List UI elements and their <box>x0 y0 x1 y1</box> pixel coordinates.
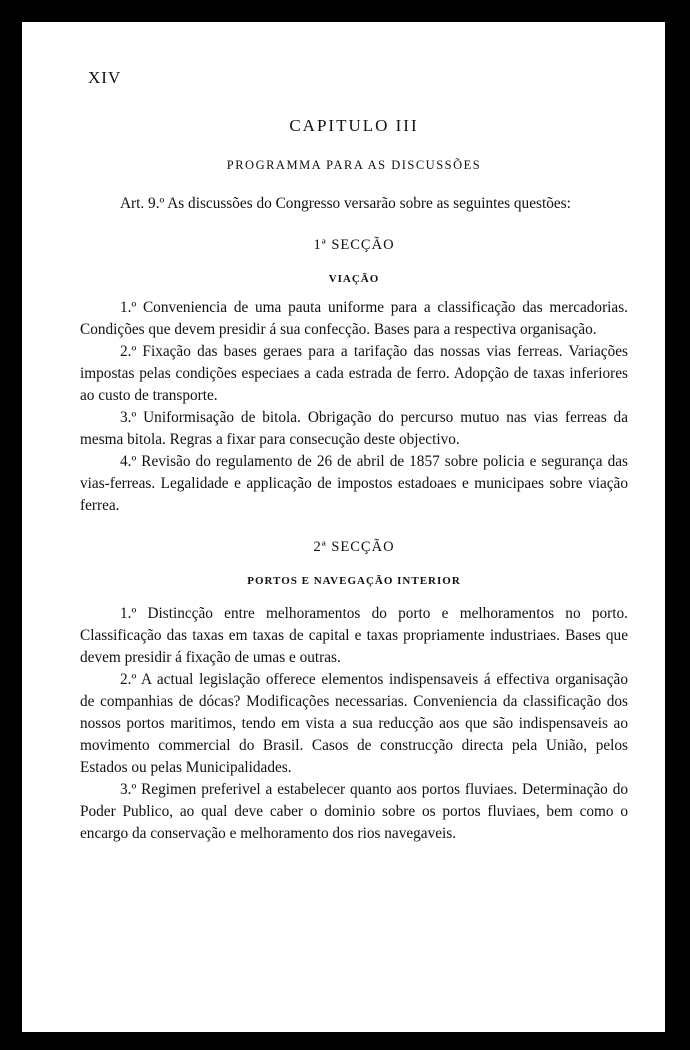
section-1 <box>80 237 628 517</box>
section-item: 3.º Regimen preferivel a estabelecer quanto aos portos fluviaes. Determinação do Poder Publico, ao qual deve caber o dominio sobre os portos fluviaes, bem como o encargo da conservação e melhoramento dos rios navegaveis. <box>80 781 628 842</box>
section-title: 1ª SECÇÃO <box>313 237 395 253</box>
section-item: 1.º Distincção entre melhoramentos do porto e melhoramentos no porto. Classificação das taxas em taxas de capital e taxas propriamente industriaes. Bases que devem presidir á fixação de umas e outras. <box>80 605 628 666</box>
chapter-title: CAPITULO III <box>289 116 419 135</box>
section-title: 2ª SECÇÃO <box>313 539 395 555</box>
section-2 <box>80 539 628 845</box>
section-item: 2.º A actual legislação offerece elementos indispensaveis á effectiva organisação de companhias de dócas? Modificações necessarias. Conveniencia da classificação dos nossos portos maritimos, tendo em vista a sua reducção aos que são indispensaveis ao movimento commercial do Brasil. Casos de construcção directa pela União, pelos Estados ou pelas Municipalidades. <box>80 671 628 776</box>
page-content <box>80 110 628 845</box>
section-item: 1.º Conveniencia de uma pauta uniforme para a classificação das mercadorias. Condições que devem presidir á sua confecção. Bases para a respectiva organisação. <box>80 299 628 338</box>
section-item: 3.º Uniformisação de bitola. Obrigação do percurso mutuo nas vias ferreas da mesma bitola. Regras a fixar para consecução deste objectivo. <box>80 409 628 448</box>
section-item: 2.º Fixação das bases geraes para a tarifação das nossas vias ferreas. Variações impostas pelas condições especiaes a cada estrada de ferro. Adopção de taxas inferiores ao custo de transporte. <box>80 343 628 404</box>
section-items <box>80 297 628 517</box>
programme-title: PROGRAMMA PARA AS DISCUSSÕES <box>226 158 482 172</box>
section-subtitle: PORTOS E NAVEGAÇÃO INTERIOR <box>247 575 461 587</box>
article-intro: Art. 9.º As discussões do Congresso versarão sobre as seguintes questões: <box>120 195 571 212</box>
page-number: XIV <box>88 68 122 87</box>
section-items <box>80 603 628 845</box>
document-page <box>22 22 665 1032</box>
section-item: 4.º Revisão do regulamento de 26 de abril de 1857 sobre policia e segurança das vias-ferreas. Legalidade e applicação de impostos estadoaes e municipaes sobre viação ferrea. <box>80 453 628 514</box>
section-subtitle: VIAÇÃO <box>328 273 380 285</box>
